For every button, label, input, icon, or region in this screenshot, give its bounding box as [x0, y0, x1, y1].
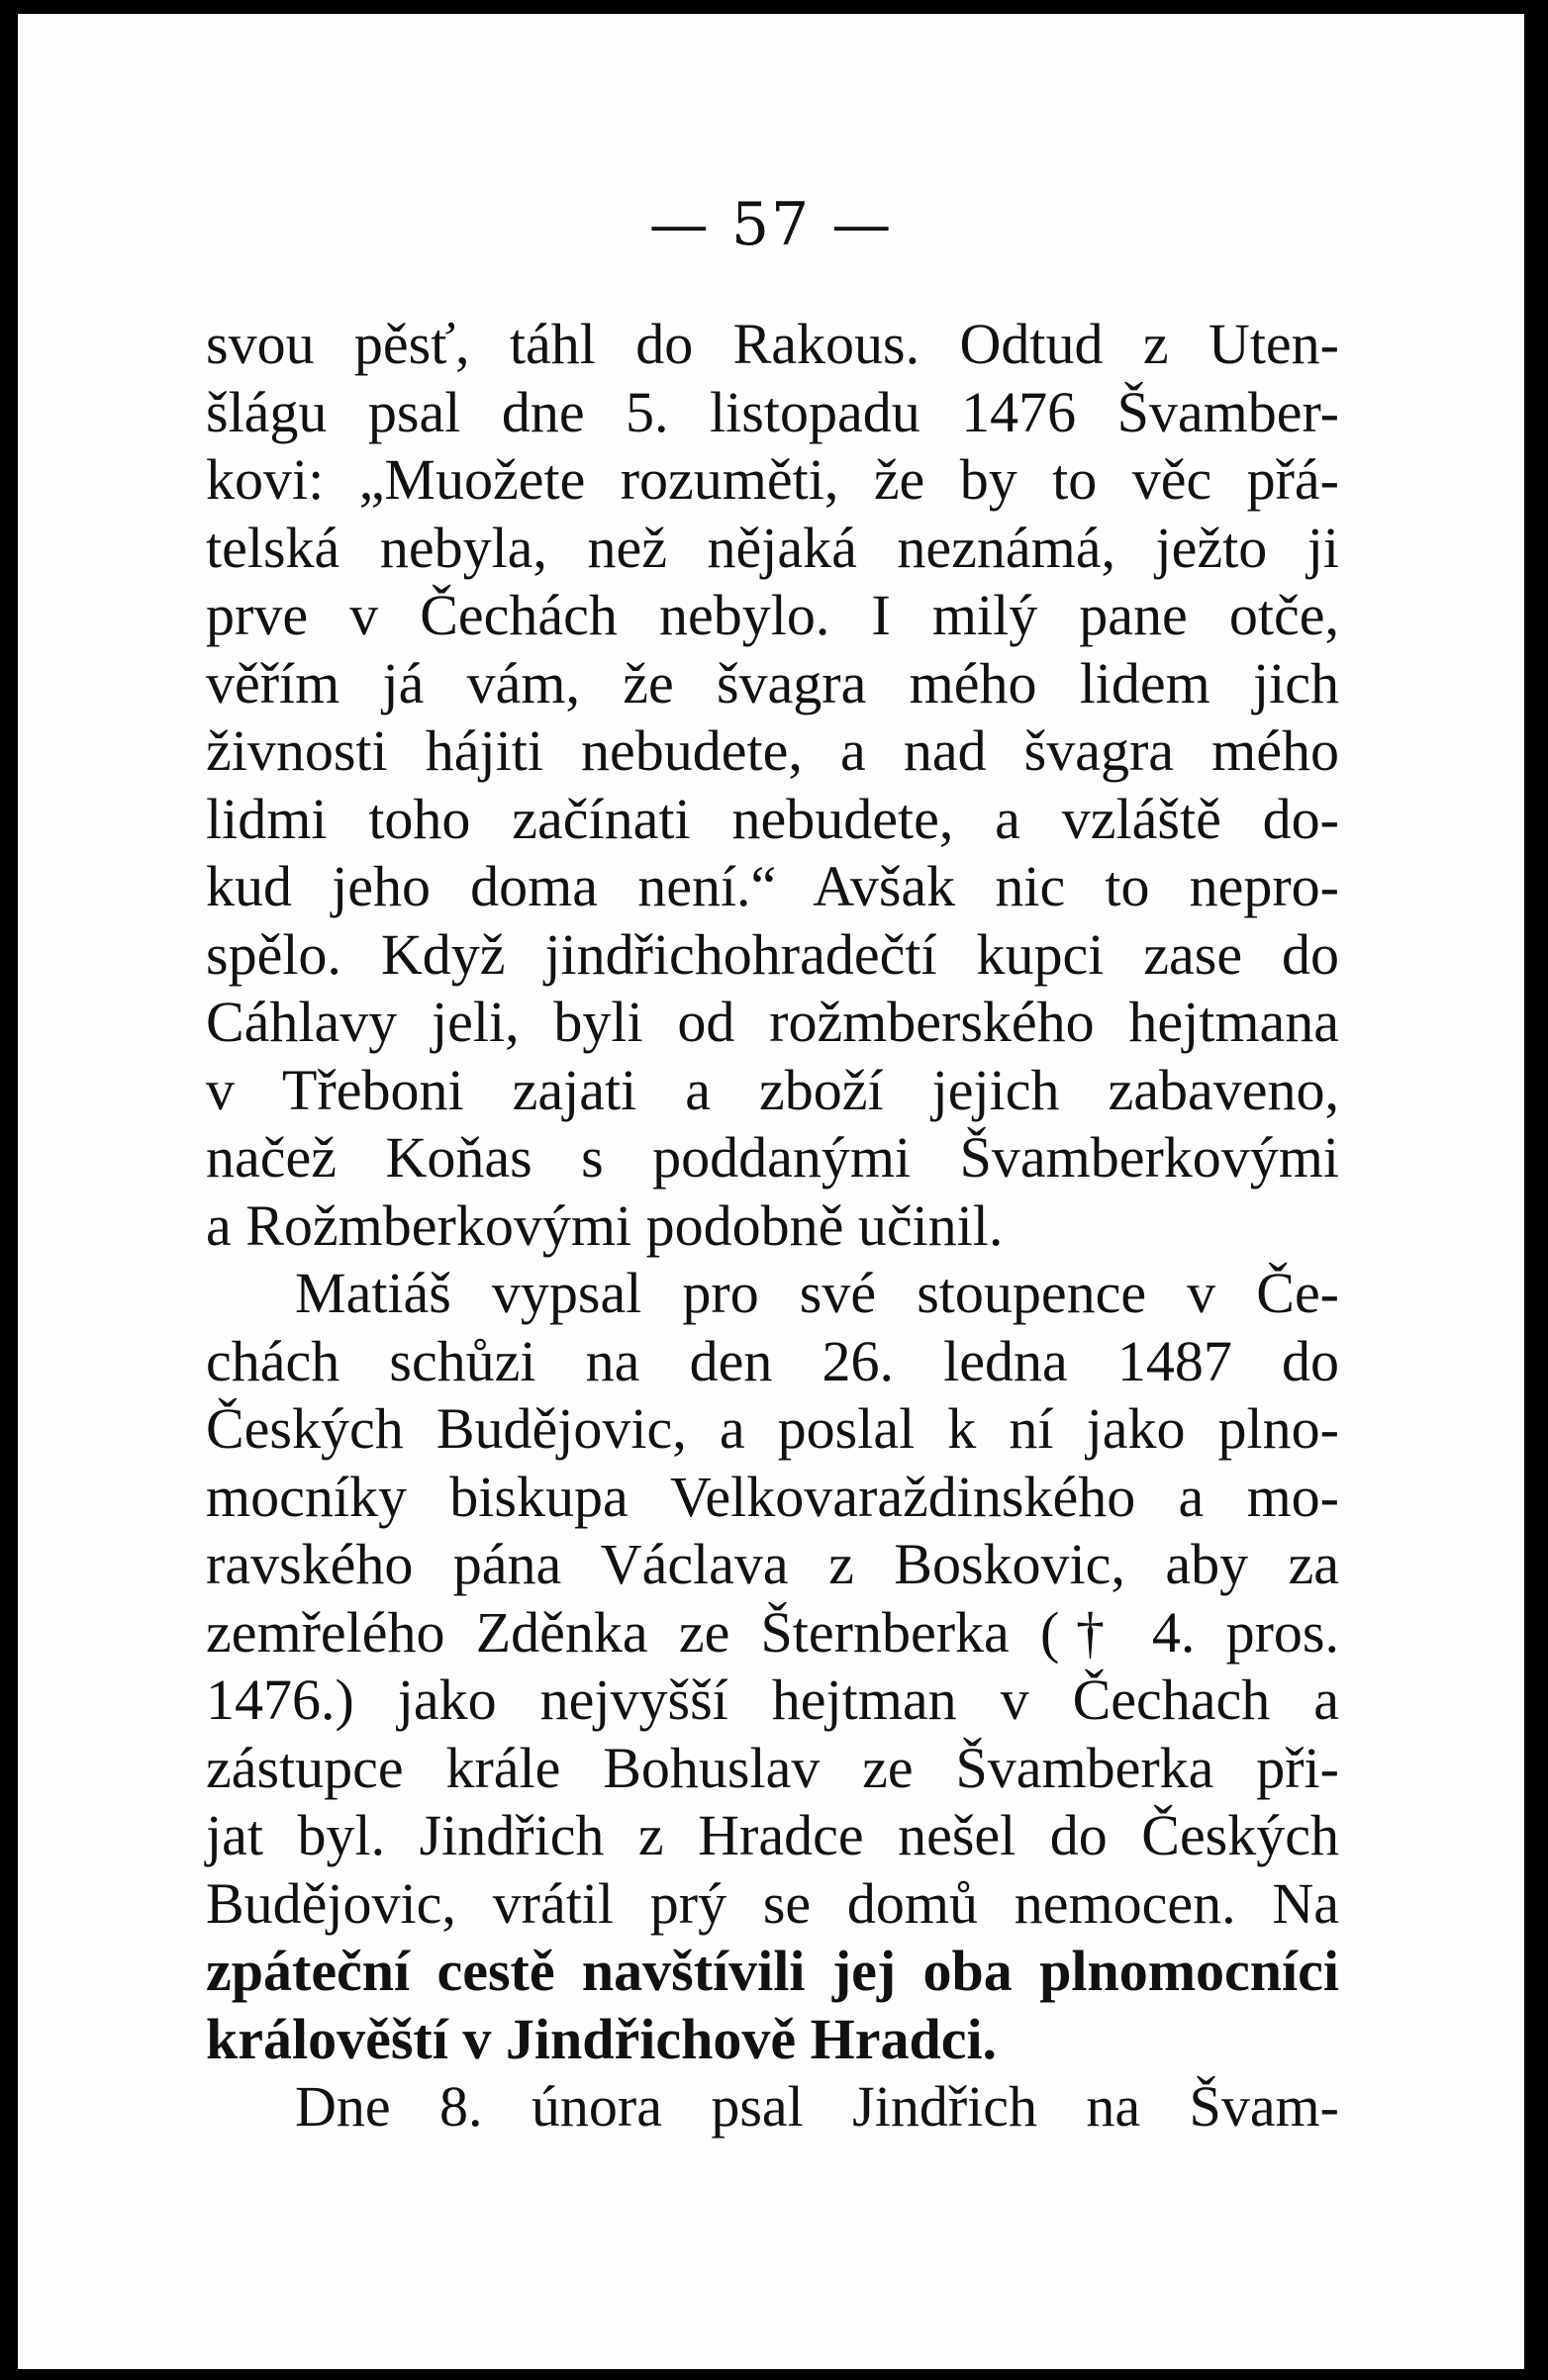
book-page — [18, 14, 1524, 2369]
text-line: zemřelého Zděnka ze Šternberka († 4. pros. — [206, 1599, 1339, 1665]
text-line: jat byl. Jindřich z Hradce nešel do Českých — [206, 1803, 1339, 1867]
text-line: kud jeho doma není.“ Avšak nic to nepro- — [206, 854, 1339, 918]
text-line: zástupce krále Bohuslav ze Švamberka při- — [206, 1735, 1339, 1800]
text-line: kovi: „Muožete rozuměti, že by to věc přá- — [206, 447, 1339, 512]
text-line: spělo. Když jindřichohradečtí kupci zase do — [206, 921, 1339, 987]
text-line: Budějovic, vrátil prý se domů nemocen. Na — [206, 1870, 1339, 1936]
text-line: králověští v Jindřichově Hradci. — [206, 2006, 998, 2071]
text-line: zpáteční cestě navštívili jej oba plnomocníci — [206, 1939, 1339, 2003]
text-line: věřím já vám, že švagra mého lidem jich — [206, 650, 1339, 715]
text-line: chách schůzi na den 26. ledna 1487 do — [206, 1328, 1339, 1393]
text-line: telská nebyla, než nějaká neznámá, ježto ji — [206, 515, 1339, 580]
text-line: lidmi toho začínati nebudete, a vzláště do- — [206, 786, 1339, 851]
text-line: Matiáš vypsal pro své stoupence v Če- — [295, 1261, 1339, 1325]
text-line: šlágu psal dne 5. listopadu 1476 Švamber- — [206, 379, 1339, 444]
text-line: ravského pána Václava z Boskovic, aby za — [206, 1532, 1339, 1596]
text-line: mocníky biskupa Velkovaraždinského a mo- — [206, 1464, 1339, 1529]
text-line: živnosti hájiti nebudete, a nad švagra mého — [206, 718, 1339, 783]
text-line: prve v Čechách nebylo. I milý pane otče, — [206, 583, 1339, 647]
page-number: — 57 — — [648, 190, 894, 259]
body-text — [206, 311, 1339, 2142]
text-line: načež Koňas s poddanými Švamberkovými — [206, 1125, 1339, 1190]
text-line: svou pěsť, táhl do Rakous. Odtud z Uten- — [206, 312, 1339, 376]
text-line: v Třeboni zajati a zboží jejich zabaveno, — [206, 1057, 1339, 1122]
text-line: Dne 8. února psal Jindřich na Švam- — [295, 2074, 1339, 2139]
text-line: 1476.) jako nejvyšší hejtman v Čechach a — [206, 1667, 1339, 1732]
text-line: Cáhlavy jeli, byli od rožmberského hejtmana — [206, 990, 1339, 1054]
text-line: Českých Budějovic, a poslal k ní jako plno- — [206, 1396, 1339, 1461]
text-line: a Rožmberkovými podobně učinil. — [206, 1192, 1004, 1258]
